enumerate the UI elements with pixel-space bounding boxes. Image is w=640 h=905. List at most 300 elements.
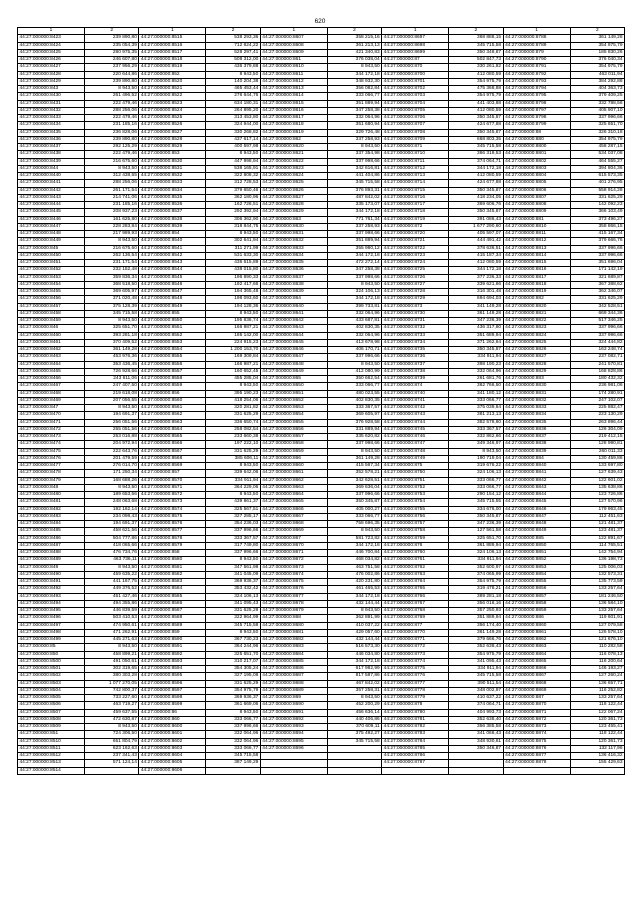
cadastral-value-cell: 369 936,37 bbox=[206, 695, 260, 702]
cadastral-number-cell: 44:27:000000:8554 bbox=[139, 347, 206, 354]
cadastral-value-cell: 1 200 153,70 bbox=[206, 347, 260, 354]
cadastral-number-cell: 44:27:000000:8761 bbox=[382, 557, 449, 564]
cadastral-number-cell: 44:27:000000:8531 bbox=[139, 165, 206, 172]
cadastral-value-cell: 324 944,00 bbox=[206, 122, 260, 129]
cadastral-value-cell: 351 696,04 bbox=[570, 260, 624, 267]
cadastral-value-cell: 222 479,46 bbox=[85, 100, 139, 107]
cadastral-value-cell: 487 842,02 bbox=[327, 194, 381, 201]
table-row bbox=[18, 405, 625, 412]
cadastral-value-cell: 264 895,20 bbox=[206, 107, 260, 114]
cadastral-number-cell: 44:27:000000:8586 bbox=[139, 600, 206, 607]
cadastral-number-cell: 44:27:000000:8446 bbox=[18, 216, 85, 223]
cadastral-value-cell: 418 065,66 bbox=[85, 542, 139, 549]
cadastral-value-cell: 325 651,70 bbox=[570, 122, 624, 129]
cadastral-value-cell: 292 392,94 bbox=[206, 209, 260, 216]
cadastral-value-cell: 331 625,29 bbox=[206, 448, 260, 455]
cadastral-number-cell: 44:27:000000:8484 bbox=[18, 521, 85, 528]
cadastral-value-cell: 326 310,18 bbox=[570, 129, 624, 136]
cadastral-value-cell bbox=[327, 767, 381, 774]
cadastral-number-cell: 44:27:000000:8453 bbox=[18, 274, 85, 281]
cadastral-value-cell: 171 250,34 bbox=[85, 470, 139, 477]
cadastral-number-cell: 44:27:000000:8557 bbox=[139, 368, 206, 375]
cadastral-number-cell: 44:27:000000:8519 bbox=[139, 64, 206, 71]
cadastral-value-cell: 531 633,30 bbox=[206, 252, 260, 259]
table-row bbox=[18, 281, 625, 288]
cadastral-number-cell: 44:27:000000:8679 bbox=[260, 608, 327, 615]
cadastral-number-cell: 44:27:000000:8803 bbox=[503, 165, 570, 172]
cadastral-number-cell: 44:27:000000:8544 bbox=[139, 267, 206, 274]
cadastral-number-cell: 44:27:000000:8472 bbox=[18, 426, 85, 433]
cadastral-number-cell: 44:27:000000:8732 bbox=[382, 325, 449, 332]
cadastral-value-cell: 354 236,03 bbox=[206, 521, 260, 528]
cadastral-number-cell: 44:27:000000:886 bbox=[503, 615, 570, 622]
cadastral-value-cell bbox=[327, 760, 381, 767]
cadastral-number-cell: 44:27:000000:8488 bbox=[18, 550, 85, 557]
cadastral-number-cell: 44:27:000000:8476 bbox=[18, 455, 85, 462]
cadastral-value-cell: 361 149,28 bbox=[449, 629, 503, 636]
cadastral-number-cell: 44:27:000000:8579 bbox=[139, 542, 206, 549]
cadastral-number-cell: 44:27:000000:8697 bbox=[382, 35, 449, 42]
cadastral-number-cell: 44:27:000000:8816 bbox=[503, 267, 570, 274]
cadastral-value-cell: 231 171,54 bbox=[85, 260, 139, 267]
cadastral-value-cell: 261 171,54 bbox=[85, 187, 139, 194]
cadastral-value-cell: 472 272,14 bbox=[327, 260, 381, 267]
cadastral-number-cell: 44:27:000000:8639 bbox=[260, 289, 327, 296]
cadastral-number-cell: 44:27:000000:8518 bbox=[139, 57, 206, 64]
cadastral-number-cell: 44:27:000000:856 bbox=[139, 390, 206, 397]
cadastral-value-cell: 342 628,51 bbox=[327, 477, 381, 484]
cadastral-number-cell: 44:27:000000:8788 bbox=[503, 35, 570, 42]
cadastral-number-cell: 44:27:000000:8848 bbox=[503, 521, 570, 528]
cadastral-number-cell: 44:27:000000:868 bbox=[260, 615, 327, 622]
cadastral-number-cell: 44:27:000000:8783 bbox=[382, 731, 449, 738]
cadastral-value-cell: 8 943,50 bbox=[327, 608, 381, 615]
cadastral-value-cell: 122 891,67 bbox=[570, 535, 624, 542]
table-row bbox=[18, 629, 625, 636]
cadastral-number-cell: 44:27:000000:8515 bbox=[139, 35, 206, 42]
cadastral-number-cell: 44:27:000000:8478 bbox=[18, 470, 85, 477]
cadastral-value-cell: 333 066,77 bbox=[449, 397, 503, 404]
cadastral-value-cell: 136 416,32 bbox=[570, 753, 624, 760]
cadastral-number-cell: 44:27:000000:8629 bbox=[260, 209, 327, 216]
cadastral-value-cell: 438 015,80 bbox=[206, 267, 260, 274]
table-row bbox=[18, 180, 625, 187]
table-row bbox=[18, 738, 625, 745]
cadastral-value-cell: 8 943,50 bbox=[327, 528, 381, 535]
cadastral-number-cell: 44:27:000000:8811 bbox=[503, 231, 570, 238]
cadastral-value-cell: 246 607,80 bbox=[85, 57, 139, 64]
cadastral-number-cell: 44:27:000000:8584 bbox=[139, 586, 206, 593]
cadastral-number-cell: 44:27:000000:857 bbox=[139, 470, 206, 477]
cadastral-number-cell: 44:27:000000:8830 bbox=[503, 383, 570, 390]
cadastral-value-cell: 333 066,77 bbox=[206, 716, 260, 723]
cadastral-number-cell: 44:27:000000:8661 bbox=[260, 470, 327, 477]
cadastral-value-cell: 334 911,94 bbox=[449, 557, 503, 564]
cadastral-number-cell: 44:27:000000:8596 bbox=[139, 680, 206, 687]
cadastral-value-cell: 344 172,18 bbox=[327, 296, 381, 303]
cadastral-value-cell: 8 943,50 bbox=[206, 71, 260, 78]
cadastral-value-cell: 350 345,87 bbox=[327, 499, 381, 506]
cadastral-number-cell: 44:27:000000:8807 bbox=[503, 194, 570, 201]
cadastral-number-cell: 44:27:000000:8698 bbox=[382, 42, 449, 49]
cadastral-number-cell: 44:27:000000:8423 bbox=[18, 35, 85, 42]
table-row bbox=[18, 354, 625, 361]
table-row bbox=[18, 767, 625, 774]
cadastral-number-cell: 44:27:000000:8463 bbox=[18, 354, 85, 361]
table-row bbox=[18, 303, 625, 310]
cadastral-number-cell: 44:27:000000:8461 bbox=[18, 339, 85, 346]
cadastral-number-cell: 44:27:000000:8799 bbox=[503, 122, 570, 129]
cadastral-number-cell: 44:27:000000:8838 bbox=[503, 441, 570, 448]
cadastral-number-cell: 44:27:000000:8688 bbox=[260, 680, 327, 687]
cadastral-value-cell: 341 095,43 bbox=[449, 658, 503, 665]
cadastral-number-cell: 44:27:000000:8860 bbox=[503, 622, 570, 629]
cadastral-number-cell: 44:27:000000:8576 bbox=[139, 521, 206, 528]
cadastral-value-cell: 331 625,29 bbox=[570, 194, 624, 201]
cadastral-number-cell: 44:27:000000:873 bbox=[382, 303, 449, 310]
cadastral-number-cell: 44:27:000000:8624 bbox=[260, 173, 327, 180]
table-row bbox=[18, 35, 625, 42]
cadastral-value-cell: 232 152,48 bbox=[85, 267, 139, 274]
cadastral-value-cell: 337 996,66 bbox=[206, 550, 260, 557]
cadastral-value-cell: 306 362,90 bbox=[206, 216, 260, 223]
cadastral-number-cell: 44:27:000000:8646 bbox=[260, 347, 327, 354]
cadastral-number-cell: 44:27:000000:862 bbox=[260, 136, 327, 143]
cadastral-number-cell: 44:27:000000:8600 bbox=[139, 724, 206, 731]
cadastral-number-cell: 44:27:000000:8572 bbox=[139, 492, 206, 499]
cadastral-value-cell: 350 345,87 bbox=[449, 115, 503, 122]
cadastral-value-cell: 354 975,79 bbox=[570, 64, 624, 71]
cadastral-number-cell: 44:27:000000:8858 bbox=[503, 600, 570, 607]
cadastral-number-cell: 44:27:000000:8854 bbox=[503, 571, 570, 578]
cadastral-number-cell: 44:27:000000:8708 bbox=[382, 129, 449, 136]
table-row bbox=[18, 441, 625, 448]
table-row bbox=[18, 745, 625, 752]
cadastral-number-cell: 44:27:000000:8636 bbox=[260, 267, 327, 274]
cadastral-number-cell: 44:27:000000:8813 bbox=[503, 245, 570, 252]
cadastral-number-cell: 44:27:000000:843 bbox=[18, 86, 85, 93]
cadastral-number-cell: 44:27:000000:8480 bbox=[18, 492, 85, 499]
cadastral-value-cell: 127 639,43 bbox=[570, 470, 624, 477]
cadastral-number-cell: 44:27:000000:8615 bbox=[260, 100, 327, 107]
cadastral-number-cell: 44:27:000000:8468 bbox=[18, 390, 85, 397]
cadastral-value-cell: 503 410,53 bbox=[85, 615, 139, 622]
cadastral-number-cell: 44:27:000000:8721 bbox=[382, 238, 449, 245]
cadastral-number-cell: 44:27:000000:8751 bbox=[382, 477, 449, 484]
cadastral-value-cell: 126 304,09 bbox=[570, 426, 624, 433]
cadastral-value-cell: 480 023,55 bbox=[327, 390, 381, 397]
cadastral-value-cell: 171 142,19 bbox=[570, 267, 624, 274]
cadastral-number-cell: 44:27:000000:8684 bbox=[260, 651, 327, 658]
cadastral-number-cell: 44:27:000000:8459 bbox=[18, 318, 85, 325]
column-header-value: 2 bbox=[570, 28, 624, 35]
table-row bbox=[18, 513, 625, 520]
cadastral-number-cell: 44:27:000000:8727 bbox=[382, 281, 449, 288]
cadastral-number-cell: 44:27:000000:8736 bbox=[382, 354, 449, 361]
cadastral-value-cell: 345 715,58 bbox=[85, 310, 139, 317]
cadastral-number-cell: 44:27:000000:8758 bbox=[382, 528, 449, 535]
cadastral-number-cell: 44:27:000000:8808 bbox=[503, 202, 570, 209]
cadastral-value-cell: 354 975,79 bbox=[570, 42, 624, 49]
cadastral-value-cell: 332 788,56 bbox=[570, 100, 624, 107]
cadastral-value-cell: 354 975,79 bbox=[206, 687, 260, 694]
cadastral-value-cell: 8 943,50 bbox=[206, 629, 260, 636]
cadastral-value-cell: 382 578,80 bbox=[449, 419, 503, 426]
cadastral-number-cell: 44:27:000000:8510 bbox=[18, 738, 85, 745]
cadastral-value-cell: 817 587,86 bbox=[327, 673, 381, 680]
page-number: 620 bbox=[314, 18, 326, 25]
cadastral-value-cell: 118 122,44 bbox=[570, 731, 624, 738]
cadastral-number-cell: 44:27:000000:8691 bbox=[260, 709, 327, 716]
cadastral-number-cell: 44:27:000000:8442 bbox=[18, 187, 85, 194]
cadastral-number-cell: 44:27:000000:8470 bbox=[18, 412, 85, 419]
cadastral-value-cell: 237 082,71 bbox=[570, 354, 624, 361]
cadastral-value-cell: 467 842,02 bbox=[327, 680, 381, 687]
cadastral-number-cell: 44:27:000000:8749 bbox=[382, 455, 449, 462]
cadastral-number-cell: 44:27:000000:8770 bbox=[382, 629, 449, 636]
cadastral-number-cell: 44:27:000000:8513 bbox=[18, 760, 85, 767]
cadastral-value-cell: 133 257,64 bbox=[570, 608, 624, 615]
cadastral-value-cell: 400 597,98 bbox=[206, 144, 260, 151]
cadastral-value-cell: 337 996,66 bbox=[570, 325, 624, 332]
cadastral-value-cell: 121 676,10 bbox=[570, 637, 624, 644]
table-row bbox=[18, 223, 625, 230]
cadastral-number-cell: 44:27:000000:8462 bbox=[18, 347, 85, 354]
cadastral-value-cell: 359 836,34 bbox=[85, 274, 139, 281]
cadastral-value-cell: 333 066,77 bbox=[449, 477, 503, 484]
cadastral-number-cell: 44:27:000000:867 bbox=[260, 535, 327, 542]
cadastral-number-cell: 44:27:000000:8793 bbox=[503, 78, 570, 85]
cadastral-number-cell: 44:27:000000:8861 bbox=[503, 629, 570, 636]
cadastral-value-cell: 508 312,00 bbox=[206, 57, 260, 64]
cadastral-number-cell: 44:27:000000:8718 bbox=[382, 209, 449, 216]
cadastral-value-cell: 222 479,46 bbox=[85, 151, 139, 158]
cadastral-value-cell: 160 652,45 bbox=[206, 368, 260, 375]
cadastral-value-cell: 8 943,50 bbox=[85, 724, 139, 731]
cadastral-value-cell: 436 317,80 bbox=[449, 325, 503, 332]
cadastral-number-cell: 44:27:000000:8424 bbox=[18, 42, 85, 49]
cadastral-value-cell: 350 662,54 bbox=[327, 376, 381, 383]
cadastral-value-cell: 350 345,87 bbox=[449, 129, 503, 136]
cadastral-value-cell: 668 803,35 bbox=[449, 136, 503, 143]
cadastral-value-cell: 330 261,82 bbox=[449, 64, 503, 71]
cadastral-number-cell: 44:27:000000:880 bbox=[503, 136, 570, 143]
cadastral-number-cell: 44:27:000000:863 bbox=[260, 216, 327, 223]
cadastral-value-cell: 168 688,26 bbox=[85, 477, 139, 484]
cadastral-number-cell: 44:27:000000:8768 bbox=[382, 608, 449, 615]
cadastral-number-cell: 44:27:000000:86 bbox=[139, 709, 206, 716]
cadastral-value-cell: 174 280,91 bbox=[570, 390, 624, 397]
cadastral-number-cell: 44:27:000000:8847 bbox=[503, 513, 570, 520]
cadastral-value-cell: 127 260,24 bbox=[570, 673, 624, 680]
cadastral-number-cell: 44:27:000000:8456 bbox=[18, 296, 85, 303]
cadastral-number-cell: 44:27:000000:8843 bbox=[503, 484, 570, 491]
cadastral-value-cell: 463 719,27 bbox=[85, 702, 139, 709]
cadastral-value-cell: 352 600,97 bbox=[449, 564, 503, 571]
cadastral-number-cell: 44:27:000000:844 bbox=[18, 165, 85, 172]
cadastral-value-cell: 337 998,66 bbox=[327, 274, 381, 281]
cadastral-number-cell: 44:27:000000:8505 bbox=[18, 695, 85, 702]
cadastral-number-cell: 44:27:000000:8608 bbox=[260, 42, 327, 49]
cadastral-number-cell: 44:27:000000:8567 bbox=[139, 448, 206, 455]
cadastral-number-cell: 44:27:000000:8677 bbox=[260, 593, 327, 600]
cadastral-value-cell: 127 561,58 bbox=[449, 528, 503, 535]
cadastral-value-cell: 436 615,89 bbox=[206, 260, 260, 267]
cadastral-value-cell: 348 002,97 bbox=[449, 687, 503, 694]
cadastral-number-cell: 44:27:000000:8734 bbox=[382, 339, 449, 346]
table-row bbox=[18, 593, 625, 600]
cadastral-value-cell: 324 444,82 bbox=[570, 339, 624, 346]
cadastral-number-cell: 44:27:000000:8846 bbox=[503, 506, 570, 513]
cadastral-number-cell: 44:27:000000:8426 bbox=[18, 57, 85, 64]
cadastral-value-cell: 241 570,81 bbox=[570, 361, 624, 368]
cadastral-number-cell: 44:27:000000:8760 bbox=[382, 550, 449, 557]
cadastral-value-cell: 361 149,28 bbox=[449, 310, 503, 317]
cadastral-value-cell: 330 268,82 bbox=[206, 129, 260, 136]
cadastral-number-cell: 44:27:000000:855 bbox=[139, 310, 206, 317]
cadastral-number-cell: 44:27:000000:8842 bbox=[503, 477, 570, 484]
cadastral-number-cell: 44:27:000000:887 bbox=[503, 695, 570, 702]
table-row bbox=[18, 637, 625, 644]
cadastral-number-cell: 44:27:000000:8452 bbox=[18, 267, 85, 274]
cadastral-number-cell: 44:27:000000:8733 bbox=[382, 332, 449, 339]
cadastral-value-cell: 347 561,98 bbox=[206, 564, 260, 571]
cadastral-value-cell: 8 943,50 bbox=[206, 492, 260, 499]
cadastral-number-cell: 44:27:000000:8566 bbox=[139, 441, 206, 448]
cadastral-number-cell: 44:27:000000:8642 bbox=[260, 318, 327, 325]
cadastral-number-cell: 44:27:000000:8656 bbox=[260, 426, 327, 433]
cadastral-value-cell: 181 246,50 bbox=[570, 593, 624, 600]
cadastral-value-cell: 771 761,34 bbox=[327, 216, 381, 223]
cadastral-number-cell: 44:27:000000:8825 bbox=[503, 339, 570, 346]
cadastral-value-cell: 447 998,94 bbox=[206, 158, 260, 165]
cadastral-number-cell: 44:27:000000:85 bbox=[18, 644, 85, 651]
cadastral-number-cell: 44:27:000000:8828 bbox=[503, 361, 570, 368]
cadastral-value-cell: 420 231,80 bbox=[327, 579, 381, 586]
cadastral-value-cell: 345 715,58 bbox=[449, 42, 503, 49]
cadastral-value-cell: 410 637,22 bbox=[449, 695, 503, 702]
table-row bbox=[18, 310, 625, 317]
cadastral-value-cell: 128 990,81 bbox=[570, 441, 624, 448]
cadastral-value-cell: 262 136,54 bbox=[85, 252, 139, 259]
cadastral-number-cell: 44:27:000000:8866 bbox=[503, 666, 570, 673]
cadastral-number-cell: 44:27:000000:8454 bbox=[18, 281, 85, 288]
cadastral-value-cell: 223 130,29 bbox=[570, 412, 624, 419]
cadastral-value-cell: 8 943,50 bbox=[449, 448, 503, 455]
cadastral-value-cell: 344 172,18 bbox=[327, 209, 381, 216]
cadastral-value-cell: 368 518,50 bbox=[85, 281, 139, 288]
cadastral-number-cell: 44:27:000000:8502 bbox=[18, 673, 85, 680]
cadastral-number-cell: 44:27:000000:8627 bbox=[260, 194, 327, 201]
table-row bbox=[18, 194, 625, 201]
cadastral-value-cell: 344 172,18 bbox=[327, 542, 381, 549]
table-row bbox=[18, 397, 625, 404]
cadastral-number-cell: 44:27:000000:8555 bbox=[139, 354, 206, 361]
cadastral-value-cell: 133 257,64 bbox=[570, 695, 624, 702]
cadastral-value-cell: 337 998,66 bbox=[327, 231, 381, 238]
cadastral-number-cell: 44:27:000000:8548 bbox=[139, 296, 206, 303]
cadastral-number-cell: 44:27:000000:8542 bbox=[139, 252, 206, 259]
column-header-number: 1 bbox=[382, 28, 449, 35]
cadastral-number-cell: 44:27:000000:8841 bbox=[503, 470, 570, 477]
cadastral-value-cell: 356 016,16 bbox=[449, 600, 503, 607]
cadastral-value-cell: 8 943,50 bbox=[206, 151, 260, 158]
cadastral-number-cell: 44:27:000000:8823 bbox=[503, 325, 570, 332]
cadastral-number-cell: 44:27:000000:8722 bbox=[382, 245, 449, 252]
cadastral-value-cell: 373 496,27 bbox=[570, 216, 624, 223]
table-row bbox=[18, 702, 625, 709]
cadastral-value-cell: 376 928,58 bbox=[327, 419, 381, 426]
cadastral-value-cell: 350 345,87 bbox=[449, 347, 503, 354]
cadastral-value-cell: 389 281,18 bbox=[449, 593, 503, 600]
cadastral-number-cell: 44:27:000000:882 bbox=[503, 296, 570, 303]
cadastral-number-cell: 44:27:000000:8575 bbox=[139, 513, 206, 520]
cadastral-value-cell: 319 478,21 bbox=[449, 586, 503, 593]
cadastral-number-cell: 44:27:000000:877 bbox=[382, 622, 449, 629]
cadastral-value-cell: 347 258,38 bbox=[327, 267, 381, 274]
cadastral-number-cell: 44:27:000000:8503 bbox=[18, 680, 85, 687]
cadastral-value-cell bbox=[570, 767, 624, 774]
cadastral-number-cell: 44:27:000000:8618 bbox=[260, 122, 327, 129]
cadastral-value-cell: 8 943,50 bbox=[206, 709, 260, 716]
cadastral-value-cell: 733 227,60 bbox=[85, 695, 139, 702]
table-row bbox=[18, 557, 625, 564]
cadastral-number-cell: 44:27:000000:8735 bbox=[382, 347, 449, 354]
cadastral-number-cell: 44:27:000000:8833 bbox=[503, 405, 570, 412]
cadastral-value-cell: 433 687,81 bbox=[327, 318, 381, 325]
cadastral-value-cell: 446 700,84 bbox=[327, 550, 381, 557]
cadastral-number-cell: 44:27:000000:8723 bbox=[382, 252, 449, 259]
cadastral-value-cell: 432 144,44 bbox=[327, 600, 381, 607]
cadastral-value-cell: 214 741,06 bbox=[85, 194, 139, 201]
cadastral-number-cell: 44:27:000000:8856 bbox=[503, 586, 570, 593]
cadastral-value-cell: 412 080,59 bbox=[449, 107, 503, 114]
cadastral-number-cell: 44:27:000000:865 bbox=[260, 376, 327, 383]
table-row bbox=[18, 666, 625, 673]
cadastral-number-cell: 44:27:000000:8792 bbox=[503, 71, 570, 78]
cadastral-value-cell: 207 056,55 bbox=[85, 397, 139, 404]
cadastral-number-cell: 44:27:000000:8458 bbox=[18, 310, 85, 317]
cadastral-value-cell: 312 728,53 bbox=[206, 180, 260, 187]
cadastral-value-cell: 310 217,07 bbox=[206, 658, 260, 665]
cadastral-value-cell: 302 319,65 bbox=[85, 666, 139, 673]
cadastral-value-cell: 235 054,39 bbox=[85, 42, 139, 49]
cadastral-value-cell: 123 455,41 bbox=[570, 724, 624, 731]
cadastral-value-cell: 335 173,07 bbox=[327, 202, 381, 209]
column-header-value: 2 bbox=[85, 28, 139, 35]
cadastral-value-cell: 418 234,05 bbox=[449, 194, 503, 201]
table-row bbox=[18, 64, 625, 71]
cadastral-number-cell: 44:27:000000:8582 bbox=[139, 571, 206, 578]
cadastral-value-cell: 337 998,66 bbox=[327, 158, 381, 165]
cadastral-value-cell: 337 996,66 bbox=[570, 332, 624, 339]
cadastral-number-cell: 44:27:000000:8746 bbox=[382, 434, 449, 441]
cadastral-number-cell: 44:27:000000:8675 bbox=[260, 579, 327, 586]
cadastral-number-cell: 44:27:000000:885 bbox=[503, 535, 570, 542]
cadastral-value-cell: 8 943,50 bbox=[206, 310, 260, 317]
cadastral-number-cell: 44:27:000000:884 bbox=[503, 455, 570, 462]
cadastral-value-cell: 380 303,28 bbox=[85, 673, 139, 680]
table-row bbox=[18, 434, 625, 441]
cadastral-value-cell: 334 676,00 bbox=[449, 506, 503, 513]
cadastral-value-cell: 441 404,86 bbox=[327, 173, 381, 180]
cadastral-value-cell: 319 676,22 bbox=[449, 463, 503, 470]
cadastral-number-cell: 44:27:000000:8853 bbox=[503, 564, 570, 571]
cadastral-number-cell: 44:27:000000:8635 bbox=[260, 260, 327, 267]
cadastral-number-cell: 44:27:000000:8516 bbox=[139, 42, 206, 49]
cadastral-number-cell: 44:27:000000:8487 bbox=[18, 542, 85, 549]
cadastral-value-cell: 341 066,43 bbox=[449, 731, 503, 738]
